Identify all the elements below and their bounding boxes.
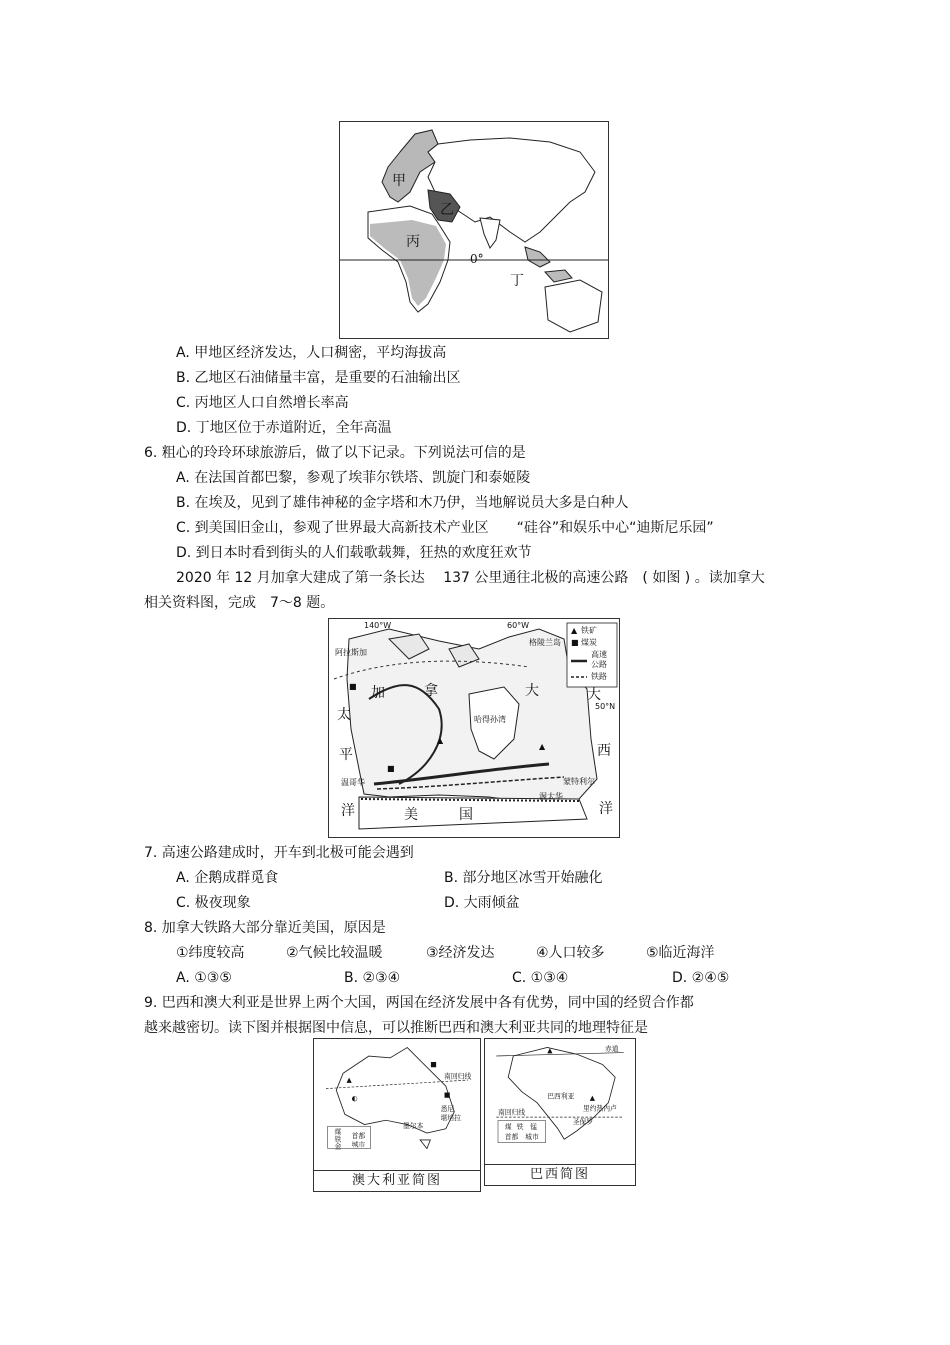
au-city-canberra: 堪培拉 xyxy=(440,1114,462,1123)
br-legend-coal: 煤 xyxy=(504,1123,512,1132)
q7-option-d: D. 大雨倾盆 xyxy=(444,895,520,911)
label-da-e: 大 xyxy=(587,687,601,703)
label-da: 大 xyxy=(525,683,539,699)
label-greenland: 格陵兰岛 xyxy=(529,638,561,647)
au-city-melbourne: 墨尔本 xyxy=(402,1121,424,1130)
br-legend-capital: 首都 xyxy=(504,1133,519,1142)
q7-stem: 7. 高速公路建成时，开车到北极可能会遇到 xyxy=(144,845,414,861)
label-ottawa: 渥太华 xyxy=(539,792,563,801)
q8-reason-3: ③经济发达 xyxy=(426,945,495,961)
q8-stem: 8. 加拿大铁路大部分靠近美国，原因是 xyxy=(144,920,386,936)
label-bing: 丙 xyxy=(406,234,420,250)
lon-140w: 140°W xyxy=(364,621,392,630)
q8-option-d: D. ②④⑤ xyxy=(672,970,730,986)
q6-stem: 6. 粗心的玲玲环球旅游后，做了以下记录。下列说法可信的是 xyxy=(144,445,526,461)
label-hudson: 哈得孙湾 xyxy=(474,715,506,724)
q5-option-d: D. 丁地区位于赤道附近，全年高温 xyxy=(176,420,392,436)
q5-option-b: B. 乙地区石油储量丰富，是重要的石油输出区 xyxy=(176,370,461,386)
label-yi: 乙 xyxy=(440,202,454,218)
au-legend-iron: 铁 xyxy=(334,1135,342,1144)
label-yang-w: 洋 xyxy=(341,803,355,819)
world-regions-map xyxy=(339,121,609,339)
br-legend-iron: 铁 xyxy=(516,1123,524,1132)
label-alaska: 阿拉斯加 xyxy=(335,648,367,657)
label-usa-guo: 国 xyxy=(459,807,473,823)
label-na: 拿 xyxy=(424,683,438,699)
legend-highway-label1: 高速 xyxy=(591,650,607,659)
legend-coal-label: 煤炭 xyxy=(581,638,597,647)
label-jia: 加 xyxy=(371,685,385,701)
canada-map xyxy=(328,618,620,838)
q8-option-b: B. ②③④ xyxy=(344,970,401,986)
iron-icon: ▲ xyxy=(437,736,444,745)
label-jia: 甲 xyxy=(392,173,406,189)
label-equator: 0° xyxy=(470,252,484,266)
br-city-brasilia: 巴西利亚 xyxy=(547,1092,575,1101)
intro-78-line2: 相关资料图，完成 7～8 题。 xyxy=(144,595,335,611)
legend-rail-label: 铁路 xyxy=(591,672,607,681)
label-montreal: 蒙特利尔 xyxy=(563,777,595,786)
coal-icon: ■ xyxy=(349,682,357,691)
q6-option-b: B. 在埃及，见到了雄伟神秘的金字塔和木乃伊，当地解说员大多是白种人 xyxy=(176,495,629,511)
intro-78-line1: 2020 年 12 月加拿大建成了第一条长达 137 公里通往北极的高速公路 ( 如图 ) 。读加拿大 xyxy=(176,570,765,586)
au-legend-gold: 金 xyxy=(334,1142,342,1151)
q8-reason-1: ①纬度较高 xyxy=(176,945,245,961)
label-ping: 平 xyxy=(339,747,353,763)
brazil-map xyxy=(484,1038,636,1186)
coal-icon: ■ xyxy=(387,764,395,773)
q6-option-a: A. 在法国首都巴黎，参观了埃菲尔铁塔、凯旋门和泰姬陵 xyxy=(176,470,531,486)
au-gold-icon: ◐ xyxy=(351,1094,358,1103)
au-tropic-label: 南回归线 xyxy=(444,1072,472,1081)
q7-option-b: B. 部分地区冰雪开始融化 xyxy=(444,870,603,886)
br-caption: 巴西简图 xyxy=(485,1164,635,1185)
br-legend-manganese: 锰 xyxy=(530,1123,538,1132)
q9-line2: 越来越密切。读下图并根据图中信息，可以推断巴西和澳大利亚共同的地理特征是 xyxy=(144,1020,648,1036)
q8-reason-5: ⑤临近海洋 xyxy=(646,945,715,961)
au-city-sydney: 悉尼 xyxy=(440,1104,455,1113)
q8-reason-2: ②气候比较温暖 xyxy=(286,945,383,961)
label-usa-mei: 美 xyxy=(404,807,418,823)
iron-icon: ▲ xyxy=(539,742,546,751)
br-city-rio: 里约热内卢 xyxy=(582,1104,617,1113)
q6-option-d: D. 到日本时看到街头的人们载歌载舞，狂热的欢度狂欢节 xyxy=(176,545,532,561)
lon-60w: 60°W xyxy=(507,621,530,630)
q7-option-c: C. 极夜现象 xyxy=(176,895,251,911)
q9-line1: 9. 巴西和澳大利亚是世界上两个大国，两国在经济发展中各有优势，同中国的经贸合作都 xyxy=(144,995,694,1011)
label-ding: 丁 xyxy=(510,273,524,289)
legend-iron-icon: ▲ xyxy=(571,626,578,635)
q5-option-c: C. 丙地区人口自然增长率高 xyxy=(176,395,349,411)
legend-iron-label: 铁矿 xyxy=(581,626,597,635)
australia-map xyxy=(313,1038,481,1192)
au-legend-city: 城市 xyxy=(351,1140,366,1149)
label-xi: 西 xyxy=(597,743,611,759)
br-manganese-icon: ▲ xyxy=(547,1046,553,1055)
q8-option-a: A. ①③⑤ xyxy=(176,970,232,986)
au-iron-icon: ▲ xyxy=(346,1075,352,1084)
br-tropic-label: 南回归线 xyxy=(498,1108,526,1117)
q8-option-c: C. ①③④ xyxy=(512,970,569,986)
label-vancouver: 温哥华 xyxy=(341,778,365,787)
br-city-saopaulo: 圣保罗 xyxy=(572,1117,594,1126)
au-coal-icon: ■ xyxy=(444,1091,451,1100)
br-equator-label: 赤道 xyxy=(605,1044,619,1053)
lat-50n: 50°N xyxy=(595,702,616,711)
q8-reason-4: ④人口较多 xyxy=(536,945,605,961)
au-coal-icon: ■ xyxy=(430,1060,437,1069)
label-yang-e: 洋 xyxy=(599,801,613,817)
q6-option-c: C. 到美国旧金山，参观了世界最大高新技术产业区 “硅谷”和娱乐中心“迪斯尼乐园” xyxy=(176,520,714,536)
br-iron-icon: ▲ xyxy=(589,1094,595,1103)
label-tai: 太 xyxy=(337,707,351,723)
legend-highway-label2: 公路 xyxy=(591,660,607,669)
br-legend-city: 城市 xyxy=(525,1133,539,1142)
au-caption: 澳大利亚简图 xyxy=(314,1170,480,1191)
au-legend-coal: 煤 xyxy=(334,1127,342,1136)
q7-option-a: A. 企鹅成群觅食 xyxy=(176,870,279,886)
q5-option-a: A. 甲地区经济发达，人口稠密，平均海拔高 xyxy=(176,345,447,361)
legend-coal-icon: ■ xyxy=(571,638,579,647)
au-legend-capital: 首都 xyxy=(351,1132,366,1141)
